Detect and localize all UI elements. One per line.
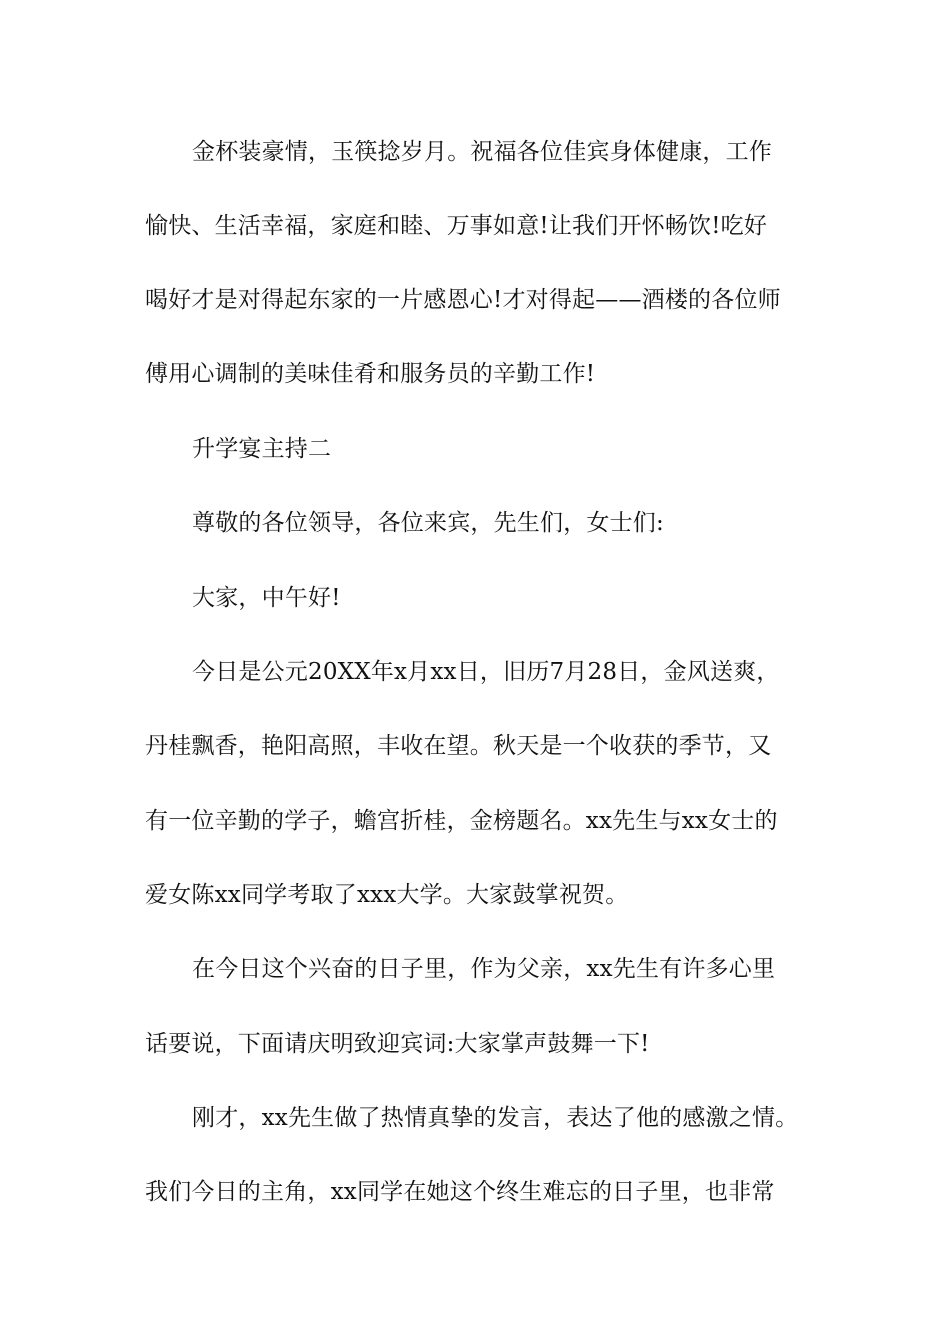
paragraph-line: 傅用心调制的美味佳肴和服务员的辛勤工作!: [145, 361, 596, 387]
paragraph-line: 喝好才是对得起东家的一片感恩心!才对得起——酒楼的各位师: [145, 287, 781, 313]
paragraph-line: 有一位辛勤的学子，蟾宫折桂，金榜题名。xx先生与xx女士的: [145, 808, 778, 834]
salutation-line: 尊敬的各位领导，各位来宾，先生们，女士们:: [192, 510, 664, 536]
paragraph-line: 愉快、生活幸福，家庭和睦、万事如意!让我们开怀畅饮!吃好: [145, 213, 768, 239]
paragraph-line: 话要说，下面请庆明致迎宾词:大家掌声鼓舞一下!: [145, 1031, 650, 1057]
paragraph-line: 在今日这个兴奋的日子里，作为父亲，xx先生有许多心里: [192, 956, 776, 982]
paragraph-line: 金杯装豪情，玉筷捻岁月。祝福各位佳宾身体健康，工作: [192, 139, 772, 165]
section-heading: 升学宴主持二: [192, 436, 332, 462]
paragraph-line: 今日是公元20XX年x月xx日，旧历7月28日，金风送爽，: [192, 659, 780, 685]
paragraph-line: 我们今日的主角，xx同学在她这个终生难忘的日子里，也非常: [145, 1179, 775, 1205]
greeting-line: 大家，中午好!: [192, 585, 341, 611]
paragraph-line: 爱女陈xx同学考取了xxx大学。大家鼓掌祝贺。: [145, 882, 629, 908]
paragraph-line: 刚才，xx先生做了热情真挚的发言，表达了他的感激之情。: [192, 1105, 799, 1131]
paragraph-line: 丹桂飘香，艳阳高照，丰收在望。秋天是一个收获的季节，又: [145, 733, 772, 759]
